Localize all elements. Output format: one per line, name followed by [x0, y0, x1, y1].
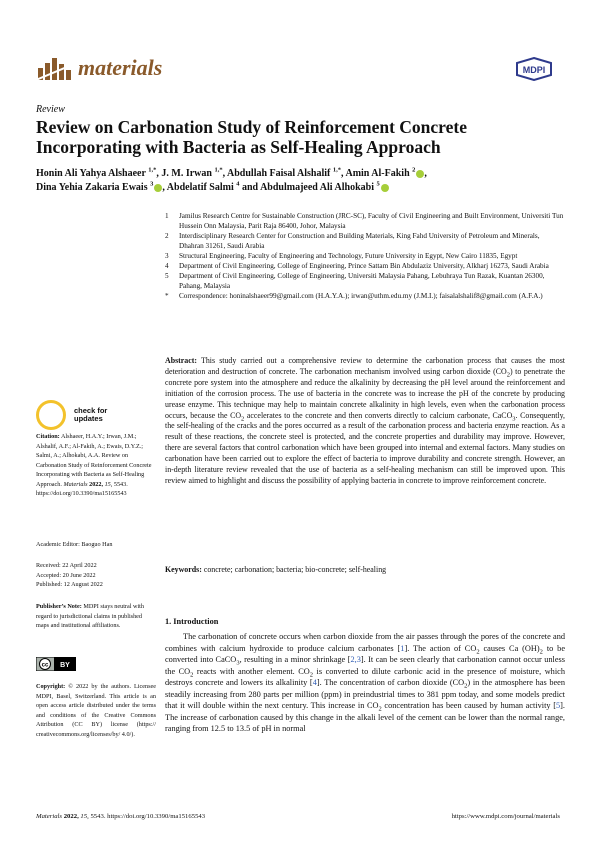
- affiliation-item: 1 Jamilus Research Centre for Sustainable Construction (JRC-SC), Faculty of Civil Engineering and Built Environment, Universiti Tun Hussein Onn Malaysia, Parit Raja 86400, Johor, Malaysia: [165, 212, 564, 230]
- affiliation-item: 5 Department of Civil Engineering, College of Engineering, Universiti Malaysia Pahang, Lebuhraya Tun Razak, Kuantan 26300, Pahang, Malaysia: [165, 272, 545, 290]
- copyright: Copyright: © 2022 by the authors. Licensee MDPI, Basel, Switzerland. This article is an open access article distributed under the terms and conditions of the Creative Commons Attribution (CC BY) license (https:// creativecommons.org/licenses/by/ 4.0/).: [36, 683, 157, 738]
- citation-link[interactable]: 5: [555, 701, 561, 711]
- page-footer: [36, 813, 560, 820]
- author-name[interactable]: Abdelatif Salmi: [166, 182, 234, 193]
- author-name[interactable]: Abdulmajeed Ali Alhokabi: [260, 182, 374, 193]
- footer-citation: Materials 2022, 15, 5543. https://doi.org/10.3390/ma15165543: [36, 813, 206, 820]
- author-name[interactable]: Dina Yehia Zakaria Ewais: [36, 182, 148, 193]
- orcid-icon[interactable]: [154, 184, 162, 192]
- correspondence: * Correspondence: honinalshaeer99@gmail.com (H.A.Y.A.); irwan@uthm.edu.my (J.M.I.); faisalalshalif8@gmail.com (A.F.A.): [165, 292, 543, 300]
- article-title: Review on Carbonation Study of Reinforcement Concrete Incorporating with Bacteria as Self-Healing Approach: [36, 117, 467, 157]
- check-for-updates-button[interactable]: check for updates: [36, 400, 156, 430]
- author-name[interactable]: Honin Ali Yahya Alshaeer: [36, 168, 146, 179]
- dates: Received: 22 April 2022 Accepted: 20 June 2022 Published: 12 August 2022: [36, 562, 103, 588]
- affiliation-item: 2 Interdisciplinary Research Center for Construction and Building Materials, King Fahd University of Petroleum and Minerals, Dhahran 31261, Saudi Arabia: [165, 232, 540, 250]
- author-name[interactable]: Amin Al-Fakih: [345, 168, 410, 179]
- keywords: Keywords: concrete; carbonation; bacteria; bio-concrete; self-healing: [165, 565, 387, 574]
- affiliation-item: 4 Department of Civil Engineering, College of Engineering, Prince Sattam Bin Abdulaziz University, Alkharj 16273, Saudi Arabia: [165, 262, 549, 270]
- check-updates-icon: [36, 400, 66, 430]
- orcid-icon[interactable]: [381, 184, 389, 192]
- introduction-text: The carbonation of concrete occurs when carbon dioxide from the air passes through the pores of the concrete and combines with calcium hydroxide to produce calcium carbonates [1]. The action of $CO_2$ causes Ca $(OH)_2$ to be converted into CaCO$_3$, resulting in a minor shrinkage [2,3]. It can be seen clearly that carbonation cannot occur unless the $CO_2$ reacts with another element. $CO_2$ is converted to dilute carbonic acid in the presence of moisture, which destroys concrete and lowers its alkalinity [4]. The concentration of carbon dioxide $(CO_2)$ in the atmosphere has been steadily increasing from 280 parts per million (ppm) in preindustrial times to 381 ppm today, and some models predict that it will double within the next century. This increase in $CO_2$ concentration has been caused by human activity [5]. The increase of carbonation caused by this change in the alkali level of the cement can be lower than the normal range, ranging from 12.5 to 13.5 of pH in normal: [165, 632, 566, 734]
- article-category: Review: [36, 104, 65, 115]
- cc-by-license-icon[interactable]: [36, 657, 76, 671]
- academic-editor: Academic Editor: Baoguo Han: [36, 541, 113, 548]
- svg-text:MDPI: MDPI: [522, 65, 546, 75]
- citation-link[interactable]: 1: [400, 643, 405, 653]
- journal-url-link[interactable]: https://www.mdpi.com/journal/materials: [451, 813, 560, 820]
- svg-text:cc: cc: [41, 662, 49, 669]
- affiliations: [165, 211, 565, 301]
- journal-logo-icon: [36, 54, 74, 82]
- journal-name: materials: [78, 55, 163, 80]
- svg-text:BY: BY: [60, 662, 70, 669]
- citation-link[interactable]: 2,3: [350, 655, 361, 665]
- citation-link[interactable]: 4: [312, 678, 317, 688]
- affiliation-item: 3 Structural Engineering, Faculty of Engineering and Technology, Future University in Egypt, New Cairo 11835, Egypt: [165, 252, 518, 260]
- section-heading: 1. Introduction: [165, 617, 219, 626]
- mdpi-logo-icon: [515, 57, 553, 81]
- author-list: Honin Ali Yahya Alshaeer $^{1,*}$, J. M. Irwan $^{1,*}$, Abdullah Faisal Alshalif $^{1,*}$, Amin Al-Fakih $^2$ , Dina Yehia Zakaria Ewais $^3$ , Abdelatif Salmi $^4$ and Abdulmajeed Ali Alhokabi $^5$: [36, 166, 427, 193]
- author-name[interactable]: J. M. Irwan: [161, 168, 212, 179]
- author-name[interactable]: Abdullah Faisal Alshalif: [227, 168, 331, 179]
- orcid-icon[interactable]: [416, 170, 424, 178]
- abstract: Abstract: This study carried out a comprehensive review to determine the carbonation process that causes the most deterioration and destruction of concrete. The carbonation mechanism involved using carbon dioxide $(CO_2)$ to penetrate the concrete pore system into the atmosphere and reduce the alkalinity by decreasing the pH level around the reinforcement and initiation of the corrosion process. The use of bacteria in the concrete was to increase the pH of the concrete by producing urease enzyme. This technique may help to maintain concrete alkalinity in high levels, even when the carbonation process occurs, because the $CO_2$ accelerates to the concrete and then converts directly to calcium carbonate, CaCO$_3$. Consequently, the self-healing of the cracks and the pores occurred as a result of the carbonation process and bacteria enzyme reaction. As a result of these reactions, the concrete steel is protected, and the concrete properties and durability may improve. However, there are several factors that control carbonation which have been grouped into internal and external factors. Many studies on carbonation have been carried out to explore the effect of bacteria to improve durability and concrete strength. However, an in-depth literature review revealed that the use of bacteria as a self-healing mechanism can still be improved upon. This review aimed to highlight and discuss the possibility of applying bacteria in concrete to improve reinforcement concrete.: [165, 356, 565, 485]
- publisher-note: Publisher’s Note: MDPI stays neutral with regard to jurisdictional claims in published maps and institutional affiliations.: [36, 603, 144, 629]
- citation: Citation: Alshaeer, H.A.Y.; Irwan, J.M.; Alshalif, A.F.; Al-Fakih, A.; Ewais, D.Y.Z.; Salmi, A.; Alhokabi, A.A. Review on Carbonation Study of Reinforcement Concrete Incorporating with Bacteria as Self-Healing Approach. Materials 2022, 15, 5543. https://doi.org/10.3390/ma15165543: [36, 433, 152, 497]
